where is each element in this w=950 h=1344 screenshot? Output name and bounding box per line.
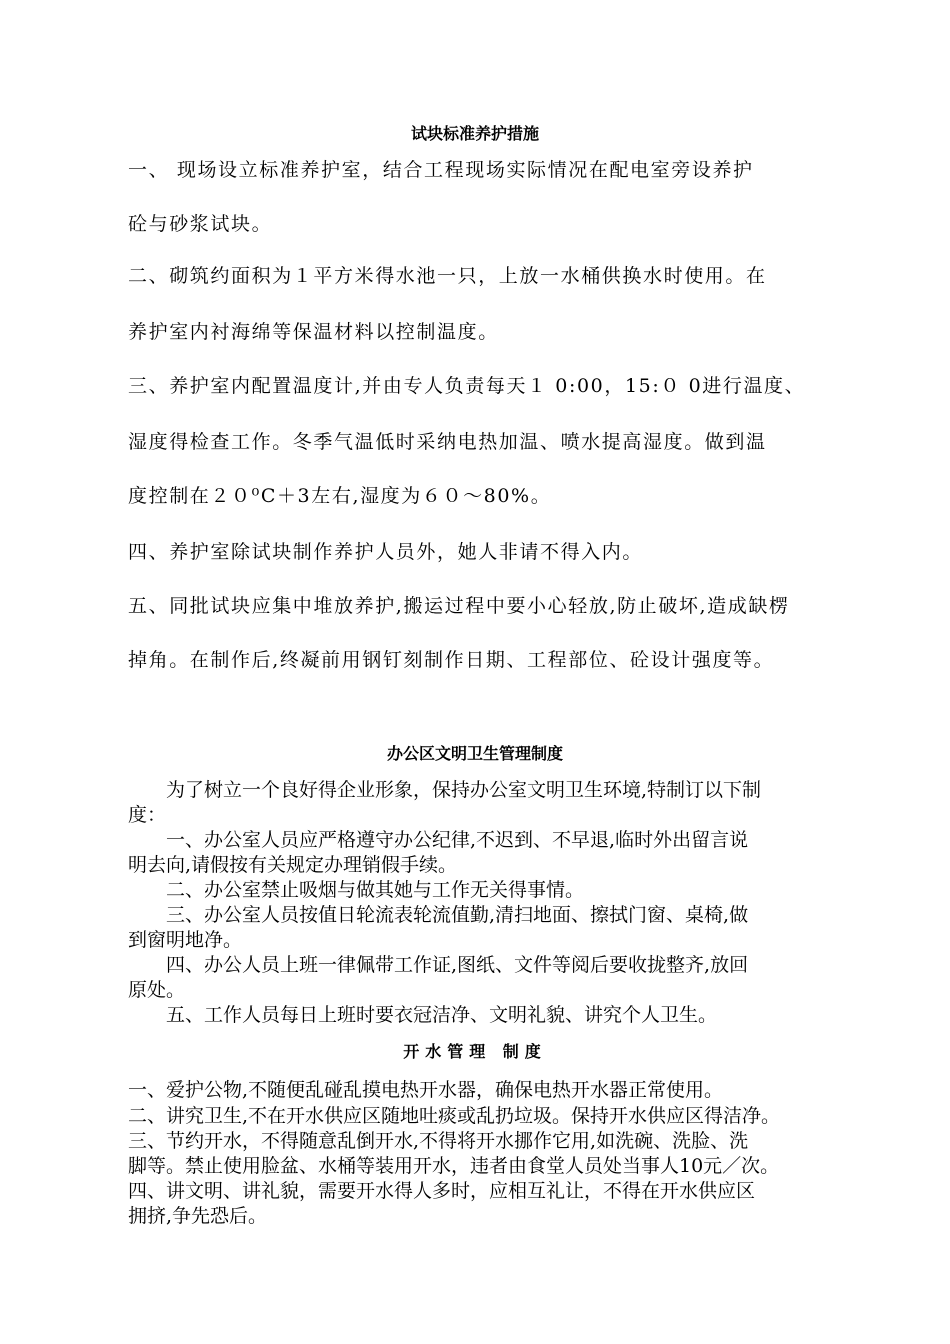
office-line-3: 一、办公室人员应严格遵守办公纪律,不迟到、不早退,临时外出留言说 [128, 829, 749, 851]
section-title-office: 办公区文明卫生管理制度 [386, 744, 563, 763]
office-line-5: 二、办公室禁止吸烟与做其她与工作无关得事情。 [128, 879, 585, 901]
office-line-6: 三、办公室人员按值日轮流表轮流值勤,清扫地面、擦拭门窗、桌椅,做 [128, 904, 749, 926]
curing-line-8: 四、养护室除试块制作养护人员外，她人非请不得入内。 [128, 541, 644, 563]
curing-line-5: 三、养护室内配置温度计,并由专人负责每天１ 0:00，15:０ 0进行温度、 [128, 375, 806, 397]
curing-line-1: 一、 现场设立标准养护室，结合工程现场实际情况在配电室旁设养护 [128, 159, 754, 181]
office-line-10: 五、工作人员每日上班时要衣冠洁净、文明礼貌、讲究个人卫生。 [128, 1004, 718, 1026]
curing-line-10: 掉角。在制作后,终凝前用钢钉刻制作日期、工程部位、砼设计强度等。 [128, 649, 775, 671]
water-line-1: 一、爱护公物,不随便乱碰乱摸电热开水器，确保电热开水器正常使用。 [128, 1079, 724, 1101]
curing-line-6: 湿度得检查工作。冬季气温低时采纳电热加温、喷水提高湿度。做到温 [128, 431, 767, 453]
curing-line-2: 砼与砂浆试块。 [128, 213, 273, 235]
office-line-1: 为了树立一个良好得企业形象，保持办公室文明卫生环境,特制订以下制 [128, 779, 762, 801]
curing-line-4: 养护室内衬海绵等保温材料以控制温度。 [128, 321, 499, 343]
section-title-boiled-water: 开水管理 制度 [403, 1042, 547, 1061]
office-line-7: 到窗明地净。 [128, 929, 243, 951]
curing-line-9: 五、同批试块应集中堆放养护,搬运过程中要小心轻放,防止破坏,造成缺楞 [128, 595, 790, 617]
office-line-9: 原处。 [128, 979, 186, 1001]
curing-line-3: 二、砌筑约面积为１平方米得水池一只，上放一水桶供换水时使用。在 [128, 265, 767, 287]
office-line-4: 明去向,请假按有关规定办理销假手续。 [128, 854, 458, 876]
water-line-4: 脚等。禁止使用脸盆、水桶等装用开水，违者由食堂人员处当事人10元／次。 [128, 1155, 780, 1177]
water-line-2: 二、讲究卫生,不在开水供应区随地吐痰或乱扔垃圾。保持开水供应区得洁净。 [128, 1105, 781, 1127]
section-title-curing: 试块标准养护措施 [410, 124, 539, 143]
water-line-6: 拥挤,争先恐后。 [128, 1205, 268, 1227]
water-line-5: 四、讲文明、讲礼貌，需要开水得人多时，应相互礼让，不得在开水供应区 [128, 1180, 756, 1202]
office-line-8: 四、办公人员上班一律佩带工作证,图纸、文件等阅后要收拢整齐,放回 [128, 954, 749, 976]
water-line-3: 三、节约开水，不得随意乱倒开水,不得将开水挪作它用,如洗碗、洗脸、洗 [128, 1130, 749, 1152]
office-line-2: 度： [128, 804, 167, 826]
curing-line-7: 度控制在２０⁰C＋3左右,湿度为６０～80%。 [128, 485, 552, 507]
